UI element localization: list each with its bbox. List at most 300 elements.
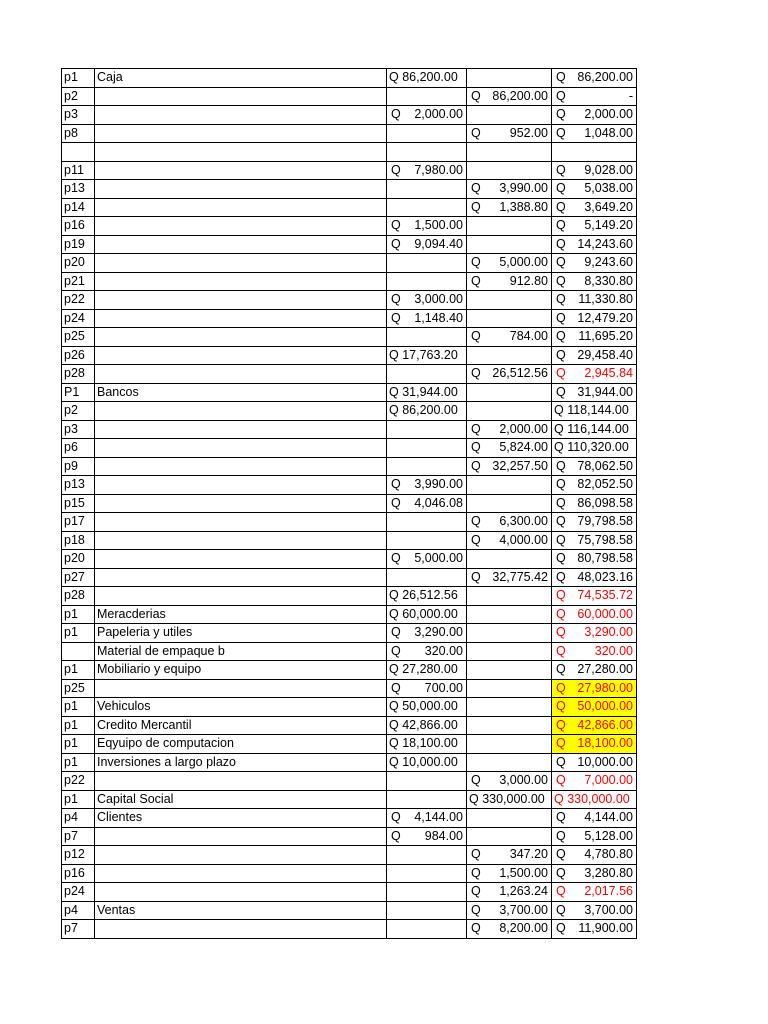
debit-cell[interactable] — [387, 402, 467, 421]
credit-cell[interactable] — [467, 457, 552, 476]
credit-cell[interactable] — [467, 624, 552, 643]
account-cell[interactable] — [95, 883, 387, 902]
balance-cell[interactable] — [552, 568, 637, 587]
balance-cell[interactable] — [552, 698, 637, 717]
credit-cell[interactable] — [467, 328, 552, 347]
debit-cell-value: 700.00 — [424, 680, 463, 695]
account-cell[interactable] — [95, 272, 387, 291]
balance-cell[interactable] — [552, 587, 637, 606]
credit-cell[interactable] — [467, 309, 552, 328]
table-row — [62, 679, 637, 698]
currency-symbol: Q — [471, 366, 481, 380]
balance-cell[interactable] — [552, 346, 637, 365]
balance-cell[interactable] — [552, 772, 637, 791]
account-cell[interactable] — [95, 161, 387, 180]
debit-cell[interactable] — [387, 254, 467, 273]
ref-cell[interactable]: p4 — [62, 901, 95, 920]
debit-cell-value: 2,000.00 — [414, 107, 463, 121]
ref-cell[interactable]: p28 — [62, 365, 95, 384]
ref-cell[interactable]: p26 — [62, 346, 95, 365]
currency-symbol: Q — [391, 218, 401, 232]
balance-cell[interactable] — [552, 809, 637, 828]
account-cell[interactable] — [95, 457, 387, 476]
table-row — [62, 254, 637, 273]
balance-cell[interactable] — [552, 846, 637, 865]
ref-cell[interactable]: p3 — [62, 420, 95, 439]
balance-cell[interactable] — [552, 365, 637, 384]
debit-cell[interactable] — [387, 661, 467, 680]
debit-cell[interactable] — [387, 420, 467, 439]
ref-cell[interactable]: p20 — [62, 254, 95, 273]
ref-cell[interactable]: p15 — [62, 494, 95, 513]
ref-cell[interactable]: p18 — [62, 531, 95, 550]
account-cell[interactable]: Capital Social — [95, 790, 387, 809]
balance-cell[interactable] — [552, 716, 637, 735]
ref-cell[interactable]: p24 — [62, 309, 95, 328]
credit-cell[interactable] — [467, 106, 552, 125]
account-cell[interactable] — [95, 587, 387, 606]
debit-cell[interactable] — [387, 587, 467, 606]
ref-cell[interactable]: p1 — [62, 698, 95, 717]
ref-cell[interactable]: p20 — [62, 550, 95, 569]
ref-cell[interactable]: p8 — [62, 124, 95, 143]
account-cell[interactable] — [95, 254, 387, 273]
balance-cell[interactable] — [552, 143, 637, 162]
account-cell[interactable] — [95, 198, 387, 217]
account-cell[interactable] — [95, 291, 387, 310]
credit-cell[interactable] — [467, 531, 552, 550]
credit-cell[interactable] — [467, 716, 552, 735]
credit-cell[interactable] — [467, 402, 552, 421]
credit-cell-value: 8,200.00 — [499, 921, 548, 935]
balance-cell[interactable] — [552, 457, 637, 476]
credit-cell[interactable] — [467, 124, 552, 143]
balance-cell[interactable] — [552, 402, 637, 421]
balance-cell[interactable] — [552, 235, 637, 254]
credit-cell[interactable] — [467, 698, 552, 717]
debit-cell[interactable] — [387, 605, 467, 624]
ref-cell[interactable] — [62, 642, 95, 661]
account-cell[interactable] — [95, 494, 387, 513]
ref-cell[interactable]: p27 — [62, 568, 95, 587]
debit-cell[interactable] — [387, 698, 467, 717]
ref-cell[interactable]: p19 — [62, 235, 95, 254]
debit-cell-value: Q 31,944.00 — [389, 384, 458, 399]
credit-cell[interactable] — [467, 513, 552, 532]
debit-cell[interactable] — [387, 864, 467, 883]
account-cell[interactable] — [95, 420, 387, 439]
ref-cell[interactable]: p9 — [62, 457, 95, 476]
currency-symbol: Q — [471, 255, 481, 269]
balance-cell[interactable] — [552, 328, 637, 347]
balance-cell-value: 86,098.58 — [577, 495, 633, 510]
balance-cell[interactable] — [552, 624, 637, 643]
currency-symbol: Q — [556, 810, 566, 824]
debit-cell[interactable] — [387, 716, 467, 735]
debit-cell[interactable] — [387, 550, 467, 569]
debit-cell[interactable] — [387, 161, 467, 180]
account-cell[interactable]: Vehiculos — [95, 698, 387, 717]
ref-cell[interactable]: p4 — [62, 809, 95, 828]
debit-cell[interactable] — [387, 106, 467, 125]
table-row — [62, 309, 637, 328]
balance-cell[interactable] — [552, 605, 637, 624]
account-cell[interactable]: Caja — [95, 69, 387, 88]
ref-cell[interactable]: p11 — [62, 161, 95, 180]
balance-cell[interactable] — [552, 291, 637, 310]
balance-cell[interactable] — [552, 476, 637, 495]
credit-cell[interactable] — [467, 901, 552, 920]
balance-cell[interactable] — [552, 753, 637, 772]
balance-cell-value: 14,243.60 — [577, 236, 633, 251]
ref-cell[interactable]: p1 — [62, 735, 95, 754]
ref-cell[interactable]: P1 — [62, 383, 95, 402]
debit-cell-value: 5,000.00 — [414, 551, 463, 565]
debit-cell[interactable] — [387, 531, 467, 550]
ref-cell[interactable]: p7 — [62, 827, 95, 846]
credit-cell[interactable] — [467, 272, 552, 291]
credit-cell[interactable] — [467, 346, 552, 365]
table-row — [62, 568, 637, 587]
ref-cell[interactable]: p1 — [62, 661, 95, 680]
account-cell[interactable] — [95, 568, 387, 587]
account-cell[interactable] — [95, 106, 387, 125]
debit-cell[interactable] — [387, 624, 467, 643]
account-cell[interactable] — [95, 772, 387, 791]
ref-cell[interactable]: p24 — [62, 883, 95, 902]
debit-cell-value: 3,000.00 — [414, 292, 463, 306]
account-cell[interactable]: Meracderias — [95, 605, 387, 624]
ref-cell[interactable] — [62, 143, 95, 162]
balance-cell[interactable] — [552, 661, 637, 680]
debit-cell[interactable] — [387, 217, 467, 236]
balance-cell[interactable] — [552, 69, 637, 88]
balance-cell-value: Q 118,144.00 — [554, 403, 629, 417]
balance-cell[interactable] — [552, 550, 637, 569]
ref-cell[interactable]: p14 — [62, 198, 95, 217]
table-row — [62, 920, 637, 939]
credit-cell-value: 952.00 — [509, 125, 548, 140]
account-cell[interactable] — [95, 180, 387, 199]
balance-cell[interactable] — [552, 254, 637, 273]
credit-cell[interactable] — [467, 494, 552, 513]
debit-cell[interactable] — [387, 790, 467, 809]
account-cell[interactable] — [95, 513, 387, 532]
debit-cell[interactable] — [387, 439, 467, 458]
debit-cell[interactable] — [387, 328, 467, 347]
credit-cell[interactable] — [467, 735, 552, 754]
ref-cell[interactable]: p25 — [62, 679, 95, 698]
balance-cell-value: 5,038.00 — [584, 181, 633, 195]
balance-cell[interactable] — [552, 790, 637, 809]
balance-cell[interactable] — [552, 531, 637, 550]
debit-cell[interactable] — [387, 901, 467, 920]
credit-cell[interactable] — [467, 291, 552, 310]
ref-cell[interactable]: p13 — [62, 476, 95, 495]
balance-cell[interactable] — [552, 383, 637, 402]
currency-symbol: Q — [391, 625, 401, 639]
ref-cell[interactable]: p22 — [62, 772, 95, 791]
debit-cell[interactable] — [387, 291, 467, 310]
account-cell[interactable] — [95, 864, 387, 883]
debit-cell[interactable] — [387, 753, 467, 772]
balance-cell[interactable] — [552, 198, 637, 217]
ref-cell[interactable]: p25 — [62, 328, 95, 347]
table-row — [62, 661, 637, 680]
credit-cell[interactable] — [467, 827, 552, 846]
account-cell[interactable] — [95, 476, 387, 495]
account-cell[interactable] — [95, 346, 387, 365]
credit-cell[interactable] — [467, 161, 552, 180]
balance-cell-value: 7,000.00 — [584, 773, 633, 787]
account-cell[interactable] — [95, 365, 387, 384]
account-cell[interactable]: Papeleria y utiles — [95, 624, 387, 643]
ref-cell[interactable]: p16 — [62, 864, 95, 883]
currency-symbol: Q — [471, 181, 481, 195]
account-cell[interactable]: Credito Mercantil — [95, 716, 387, 735]
debit-cell[interactable] — [387, 457, 467, 476]
credit-cell[interactable] — [467, 420, 552, 439]
balance-cell[interactable] — [552, 494, 637, 513]
debit-cell[interactable] — [387, 365, 467, 384]
debit-cell-value: Q 50,000.00 — [389, 699, 458, 713]
account-cell[interactable] — [95, 235, 387, 254]
account-cell[interactable] — [95, 846, 387, 865]
account-cell[interactable] — [95, 550, 387, 569]
balance-cell-value: 9,243.60 — [584, 255, 633, 269]
debit-cell[interactable] — [387, 679, 467, 698]
ref-cell[interactable]: p22 — [62, 291, 95, 310]
balance-cell[interactable] — [552, 883, 637, 902]
credit-cell[interactable] — [467, 753, 552, 772]
ref-cell[interactable]: p1 — [62, 605, 95, 624]
credit-cell[interactable] — [467, 254, 552, 273]
ref-cell[interactable]: p7 — [62, 920, 95, 939]
currency-symbol: Q — [471, 884, 481, 898]
credit-cell[interactable] — [467, 772, 552, 791]
account-cell[interactable]: Ventas — [95, 901, 387, 920]
credit-cell-value: 4,000.00 — [499, 532, 548, 547]
ref-cell[interactable]: p1 — [62, 716, 95, 735]
credit-cell[interactable] — [467, 217, 552, 236]
ref-cell[interactable]: p16 — [62, 217, 95, 236]
balance-cell[interactable] — [552, 124, 637, 143]
balance-cell[interactable] — [552, 420, 637, 439]
currency-symbol: Q — [556, 477, 566, 491]
debit-cell[interactable] — [387, 235, 467, 254]
credit-cell[interactable] — [467, 587, 552, 606]
table-row — [62, 69, 637, 88]
balance-cell[interactable] — [552, 161, 637, 180]
table-row — [62, 864, 637, 883]
currency-symbol: Q — [556, 847, 566, 861]
balance-cell[interactable] — [552, 309, 637, 328]
balance-cell[interactable] — [552, 735, 637, 754]
credit-cell[interactable] — [467, 568, 552, 587]
balance-cell[interactable] — [552, 106, 637, 125]
balance-cell[interactable] — [552, 642, 637, 661]
ref-cell[interactable]: p6 — [62, 439, 95, 458]
debit-cell[interactable] — [387, 143, 467, 162]
account-cell[interactable]: Mobiliario y equipo — [95, 661, 387, 680]
ref-cell[interactable]: p12 — [62, 846, 95, 865]
balance-cell[interactable] — [552, 901, 637, 920]
debit-cell[interactable] — [387, 883, 467, 902]
debit-cell[interactable] — [387, 383, 467, 402]
account-cell[interactable] — [95, 143, 387, 162]
account-cell[interactable] — [95, 679, 387, 698]
balance-cell-value: 11,900.00 — [578, 921, 633, 935]
ref-cell[interactable]: p3 — [62, 106, 95, 125]
ledger-body — [62, 69, 637, 939]
debit-cell[interactable] — [387, 180, 467, 199]
ref-cell[interactable]: p1 — [62, 753, 95, 772]
balance-cell[interactable] — [552, 827, 637, 846]
balance-cell[interactable] — [552, 87, 637, 106]
debit-cell[interactable] — [387, 309, 467, 328]
ref-cell[interactable]: p2 — [62, 87, 95, 106]
credit-cell[interactable] — [467, 383, 552, 402]
credit-cell[interactable] — [467, 69, 552, 88]
credit-cell[interactable] — [467, 235, 552, 254]
credit-cell[interactable] — [467, 365, 552, 384]
debit-cell[interactable] — [387, 124, 467, 143]
debit-cell[interactable] — [387, 69, 467, 88]
debit-cell[interactable] — [387, 772, 467, 791]
balance-cell-value: Q 110,320.00 — [554, 440, 629, 454]
debit-cell[interactable] — [387, 846, 467, 865]
account-cell[interactable]: Clientes — [95, 809, 387, 828]
table-row — [62, 217, 637, 236]
debit-cell[interactable] — [387, 494, 467, 513]
credit-cell-value: 2,000.00 — [499, 421, 548, 436]
debit-cell[interactable] — [387, 513, 467, 532]
currency-symbol: Q — [556, 902, 566, 917]
ref-cell[interactable]: p17 — [62, 513, 95, 532]
ref-cell[interactable]: p13 — [62, 180, 95, 199]
debit-cell[interactable] — [387, 920, 467, 939]
currency-symbol: Q — [556, 495, 566, 510]
credit-cell[interactable] — [467, 679, 552, 698]
ref-cell[interactable]: p1 — [62, 790, 95, 809]
debit-cell[interactable] — [387, 272, 467, 291]
account-cell[interactable] — [95, 531, 387, 550]
debit-cell[interactable] — [387, 735, 467, 754]
credit-cell[interactable] — [467, 605, 552, 624]
credit-cell[interactable] — [467, 661, 552, 680]
account-cell[interactable] — [95, 217, 387, 236]
table-row — [62, 790, 637, 809]
debit-cell-value: 7,980.00 — [414, 162, 463, 177]
debit-cell[interactable] — [387, 476, 467, 495]
account-cell[interactable] — [95, 827, 387, 846]
balance-cell[interactable] — [552, 513, 637, 532]
debit-cell-value: 1,500.00 — [414, 218, 463, 232]
debit-cell[interactable] — [387, 809, 467, 828]
balance-cell[interactable] — [552, 679, 637, 698]
account-cell[interactable]: Eqyuipo de computacion — [95, 735, 387, 754]
currency-symbol: Q — [471, 458, 481, 473]
currency-symbol: Q — [556, 236, 566, 251]
credit-cell[interactable] — [467, 642, 552, 661]
debit-cell-value: Q 86,200.00 — [389, 70, 458, 84]
account-cell[interactable] — [95, 124, 387, 143]
debit-cell[interactable] — [387, 198, 467, 217]
credit-cell-value: 3,000.00 — [499, 773, 548, 787]
debit-cell[interactable] — [387, 87, 467, 106]
ref-cell[interactable]: p2 — [62, 402, 95, 421]
balance-cell-value: 1,048.00 — [584, 125, 633, 140]
credit-cell[interactable] — [467, 864, 552, 883]
account-cell[interactable]: Material de empaque b — [95, 642, 387, 661]
table-row — [62, 624, 637, 643]
account-cell[interactable]: Bancos — [95, 383, 387, 402]
account-cell[interactable] — [95, 309, 387, 328]
credit-cell[interactable] — [467, 846, 552, 865]
balance-cell[interactable] — [552, 920, 637, 939]
ref-cell[interactable]: p1 — [62, 69, 95, 88]
balance-cell-value: 3,649.20 — [584, 199, 633, 214]
ref-cell[interactable]: p28 — [62, 587, 95, 606]
debit-cell[interactable] — [387, 642, 467, 661]
currency-symbol: Q — [471, 569, 481, 584]
currency-symbol: Q — [556, 88, 566, 103]
credit-cell-value: 912.80 — [509, 273, 548, 288]
credit-cell[interactable] — [467, 809, 552, 828]
account-cell[interactable] — [95, 402, 387, 421]
credit-cell[interactable] — [467, 920, 552, 939]
balance-cell-value: 50,000.00 — [577, 699, 633, 713]
credit-cell[interactable] — [467, 198, 552, 217]
ref-cell[interactable]: p1 — [62, 624, 95, 643]
balance-cell[interactable] — [552, 439, 637, 458]
credit-cell[interactable] — [467, 476, 552, 495]
credit-cell[interactable] — [467, 180, 552, 199]
account-cell[interactable] — [95, 87, 387, 106]
balance-cell[interactable] — [552, 217, 637, 236]
account-cell[interactable] — [95, 328, 387, 347]
debit-cell[interactable] — [387, 568, 467, 587]
currency-symbol: Q — [391, 828, 401, 843]
credit-cell[interactable] — [467, 143, 552, 162]
balance-cell[interactable] — [552, 272, 637, 291]
currency-symbol: Q — [556, 884, 566, 898]
debit-cell[interactable] — [387, 827, 467, 846]
debit-cell[interactable] — [387, 346, 467, 365]
credit-cell[interactable] — [467, 790, 552, 809]
currency-symbol: Q — [556, 717, 566, 732]
ref-cell[interactable]: p21 — [62, 272, 95, 291]
table-row — [62, 550, 637, 569]
debit-cell-value: Q 26,512.56 — [389, 588, 458, 602]
ledger-table — [61, 68, 637, 939]
credit-cell[interactable] — [467, 87, 552, 106]
table-row — [62, 383, 637, 402]
currency-symbol: Q — [556, 643, 566, 658]
currency-symbol: Q — [556, 199, 566, 214]
credit-cell[interactable] — [467, 550, 552, 569]
credit-cell[interactable] — [467, 439, 552, 458]
currency-symbol: Q — [556, 218, 566, 232]
table-row — [62, 513, 637, 532]
balance-cell[interactable] — [552, 180, 637, 199]
balance-cell[interactable] — [552, 864, 637, 883]
account-cell[interactable]: Inversiones a largo plazo — [95, 753, 387, 772]
account-cell[interactable] — [95, 439, 387, 458]
account-cell[interactable] — [95, 920, 387, 939]
credit-cell[interactable] — [467, 883, 552, 902]
currency-symbol: Q — [471, 88, 481, 103]
